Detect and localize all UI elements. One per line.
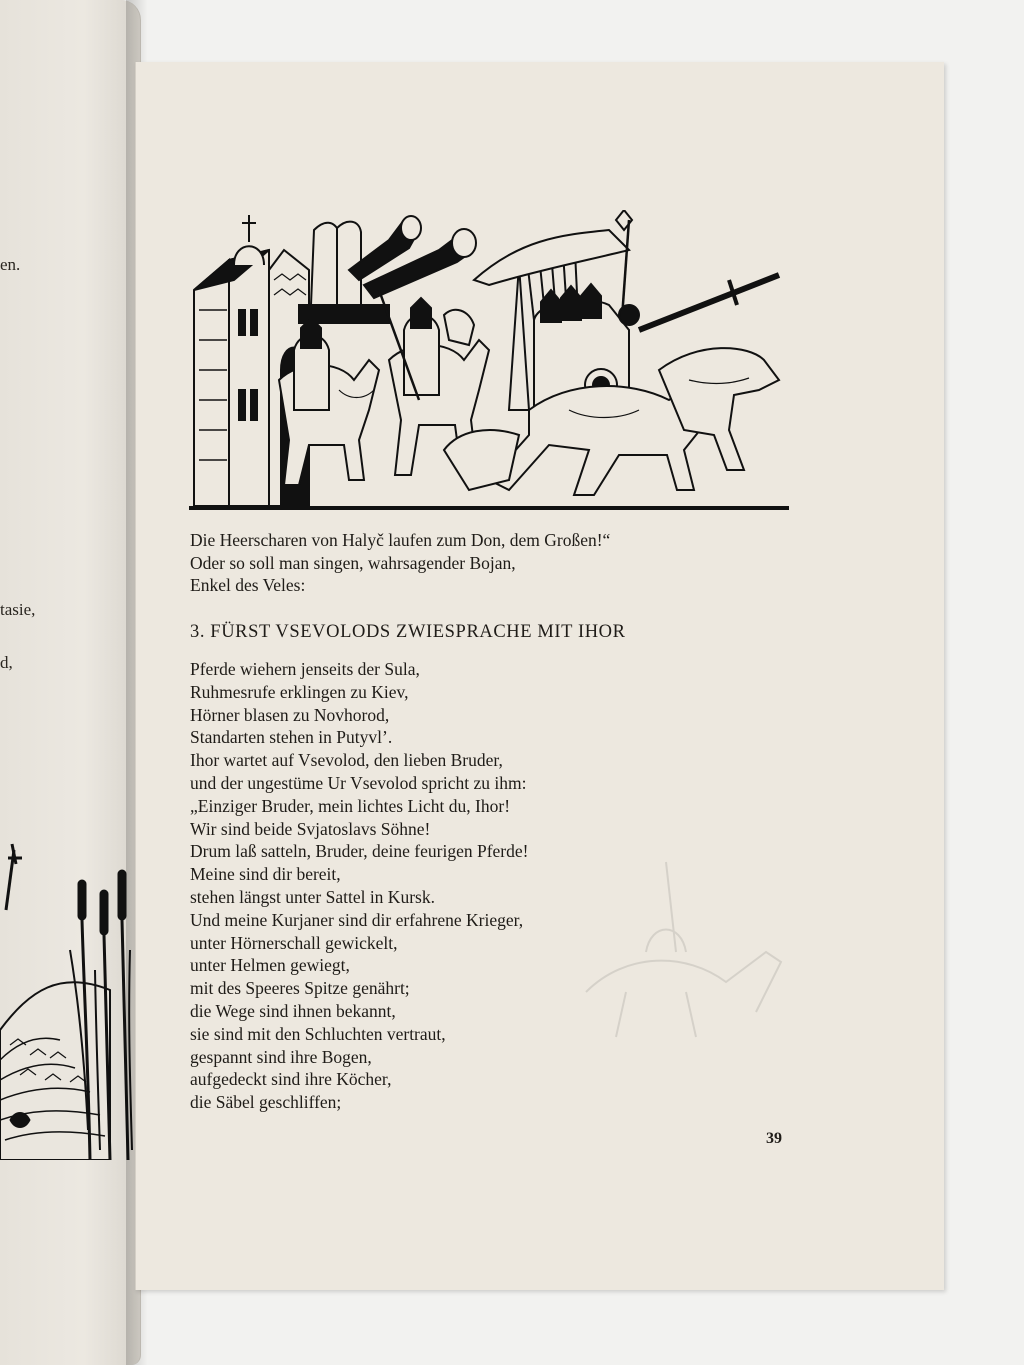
text-line: Oder so soll man singen, wahrsagender Bojan,: [190, 552, 516, 573]
verse-line: Ruhmesrufe erklingen zu Kiev,: [190, 681, 409, 702]
verse-line: Pferde wiehern jenseits der Sula,: [190, 659, 420, 679]
verse-line: Wir sind beide Svjatoslavs Söhne!: [190, 818, 431, 839]
show-through-illustration: [566, 842, 806, 1042]
verse-line: „Einziger Bruder, mein lichtes Licht du, Ihor!: [190, 795, 511, 816]
left-text-fragment: en.: [0, 255, 21, 274]
reeds-illustration: [0, 830, 140, 1160]
left-text-fragment: d,: [0, 653, 13, 672]
left-text-fragment: tasie,: [0, 600, 36, 619]
verse-line: Ihor wartet auf Vsevolod, den lieben Bruder,: [190, 750, 503, 771]
verse-line: die Säbel geschliffen;: [190, 1092, 342, 1113]
verse-line: Standarten stehen in Putyvl’.: [190, 727, 393, 748]
text-line: Enkel des Veles:: [190, 575, 306, 595]
verse-line: aufgedeckt sind ihre Köcher,: [190, 1069, 392, 1090]
verse-line: unter Hörnerschall gewickelt,: [190, 932, 398, 953]
verse-line: Hörner blasen zu Novhorod,: [190, 704, 390, 725]
verse-line: und der ungestüme Ur Vsevolod spricht zu ihm:: [190, 772, 527, 793]
verse-line: sie sind mit den Schluchten vertraut,: [190, 1023, 446, 1044]
right-page: [135, 62, 944, 1290]
verse-line: Und meine Kurjaner sind dir erfahrene Krieger,: [190, 909, 524, 930]
lead-text: [190, 529, 830, 597]
verse-line: stehen längst unter Sattel in Kursk.: [190, 886, 435, 907]
verse-line: mit des Speeres Spitze genährt;: [190, 978, 410, 999]
text-line: Die Heerscharen von Halyč laufen zum Don, dem Großen!“: [190, 530, 611, 550]
verse-line: Drum laß satteln, Bruder, deine feurigen Pferde!: [190, 841, 529, 862]
woodcut-illustration: [189, 210, 789, 510]
verse-line: unter Helmen gewiegt,: [190, 955, 350, 976]
left-page: [0, 0, 141, 1365]
section-heading: 3. FÜRST VSEVOLODS ZWIESPRACHE MIT IHOR: [190, 622, 626, 642]
verse-line: gespannt sind ihre Bogen,: [190, 1046, 372, 1067]
verse-line: die Wege sind ihnen bekannt,: [190, 1000, 396, 1021]
verse-line: Meine sind dir bereit,: [190, 864, 341, 885]
page-number: 39: [766, 1130, 782, 1147]
